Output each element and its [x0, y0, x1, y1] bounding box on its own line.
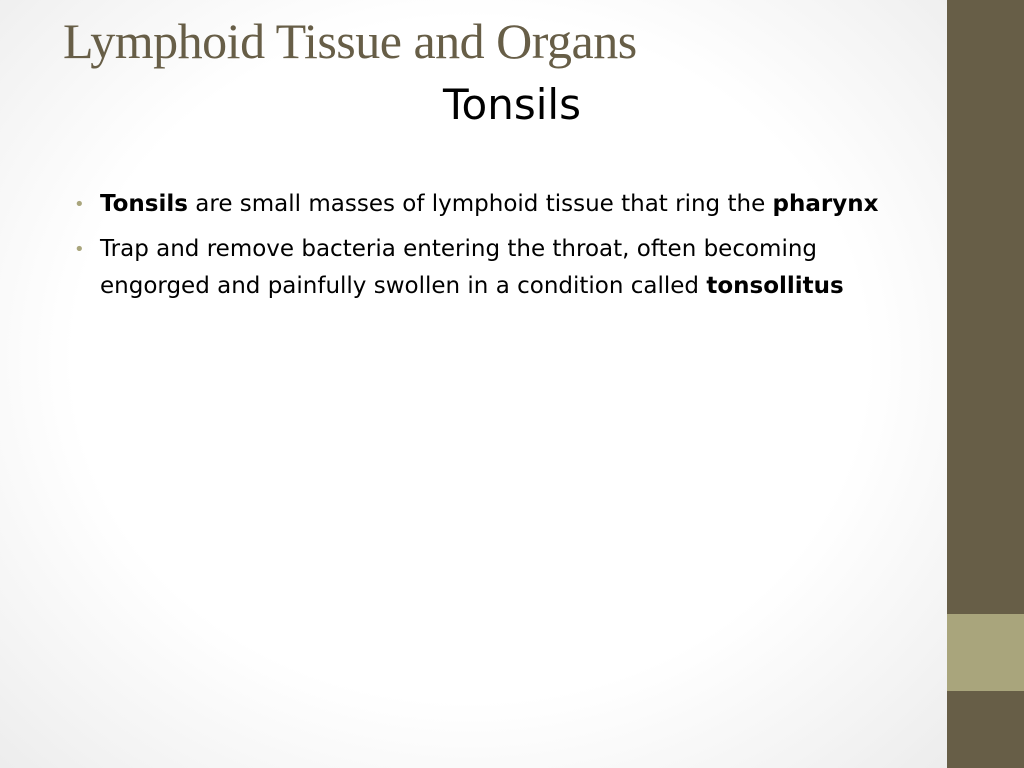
- slide-subtitle: Tonsils: [443, 80, 581, 129]
- bullet-bold-tail: pharynx: [772, 191, 879, 217]
- bullet-text: are small masses of lymphoid tissue that ring the: [187, 191, 773, 217]
- bullet-text: Trap and remove bacteria entering the throat, often becoming engorged and painfully swollen in a condition called: [100, 236, 818, 299]
- bullet-bold-lead: Tonsils: [100, 191, 188, 217]
- slide-title: Lymphoid Tissue and Organs: [63, 13, 637, 69]
- bullet-item: [72, 186, 902, 223]
- bullet-item: [72, 231, 902, 305]
- side-bar: [947, 0, 1024, 768]
- side-bar-accent: [947, 614, 1024, 691]
- bullet-list: [72, 186, 902, 313]
- bullet-bold-tail: tonsollitus: [706, 273, 844, 299]
- bullet-dot-icon: •: [74, 239, 85, 260]
- bullet-dot-icon: •: [74, 194, 85, 215]
